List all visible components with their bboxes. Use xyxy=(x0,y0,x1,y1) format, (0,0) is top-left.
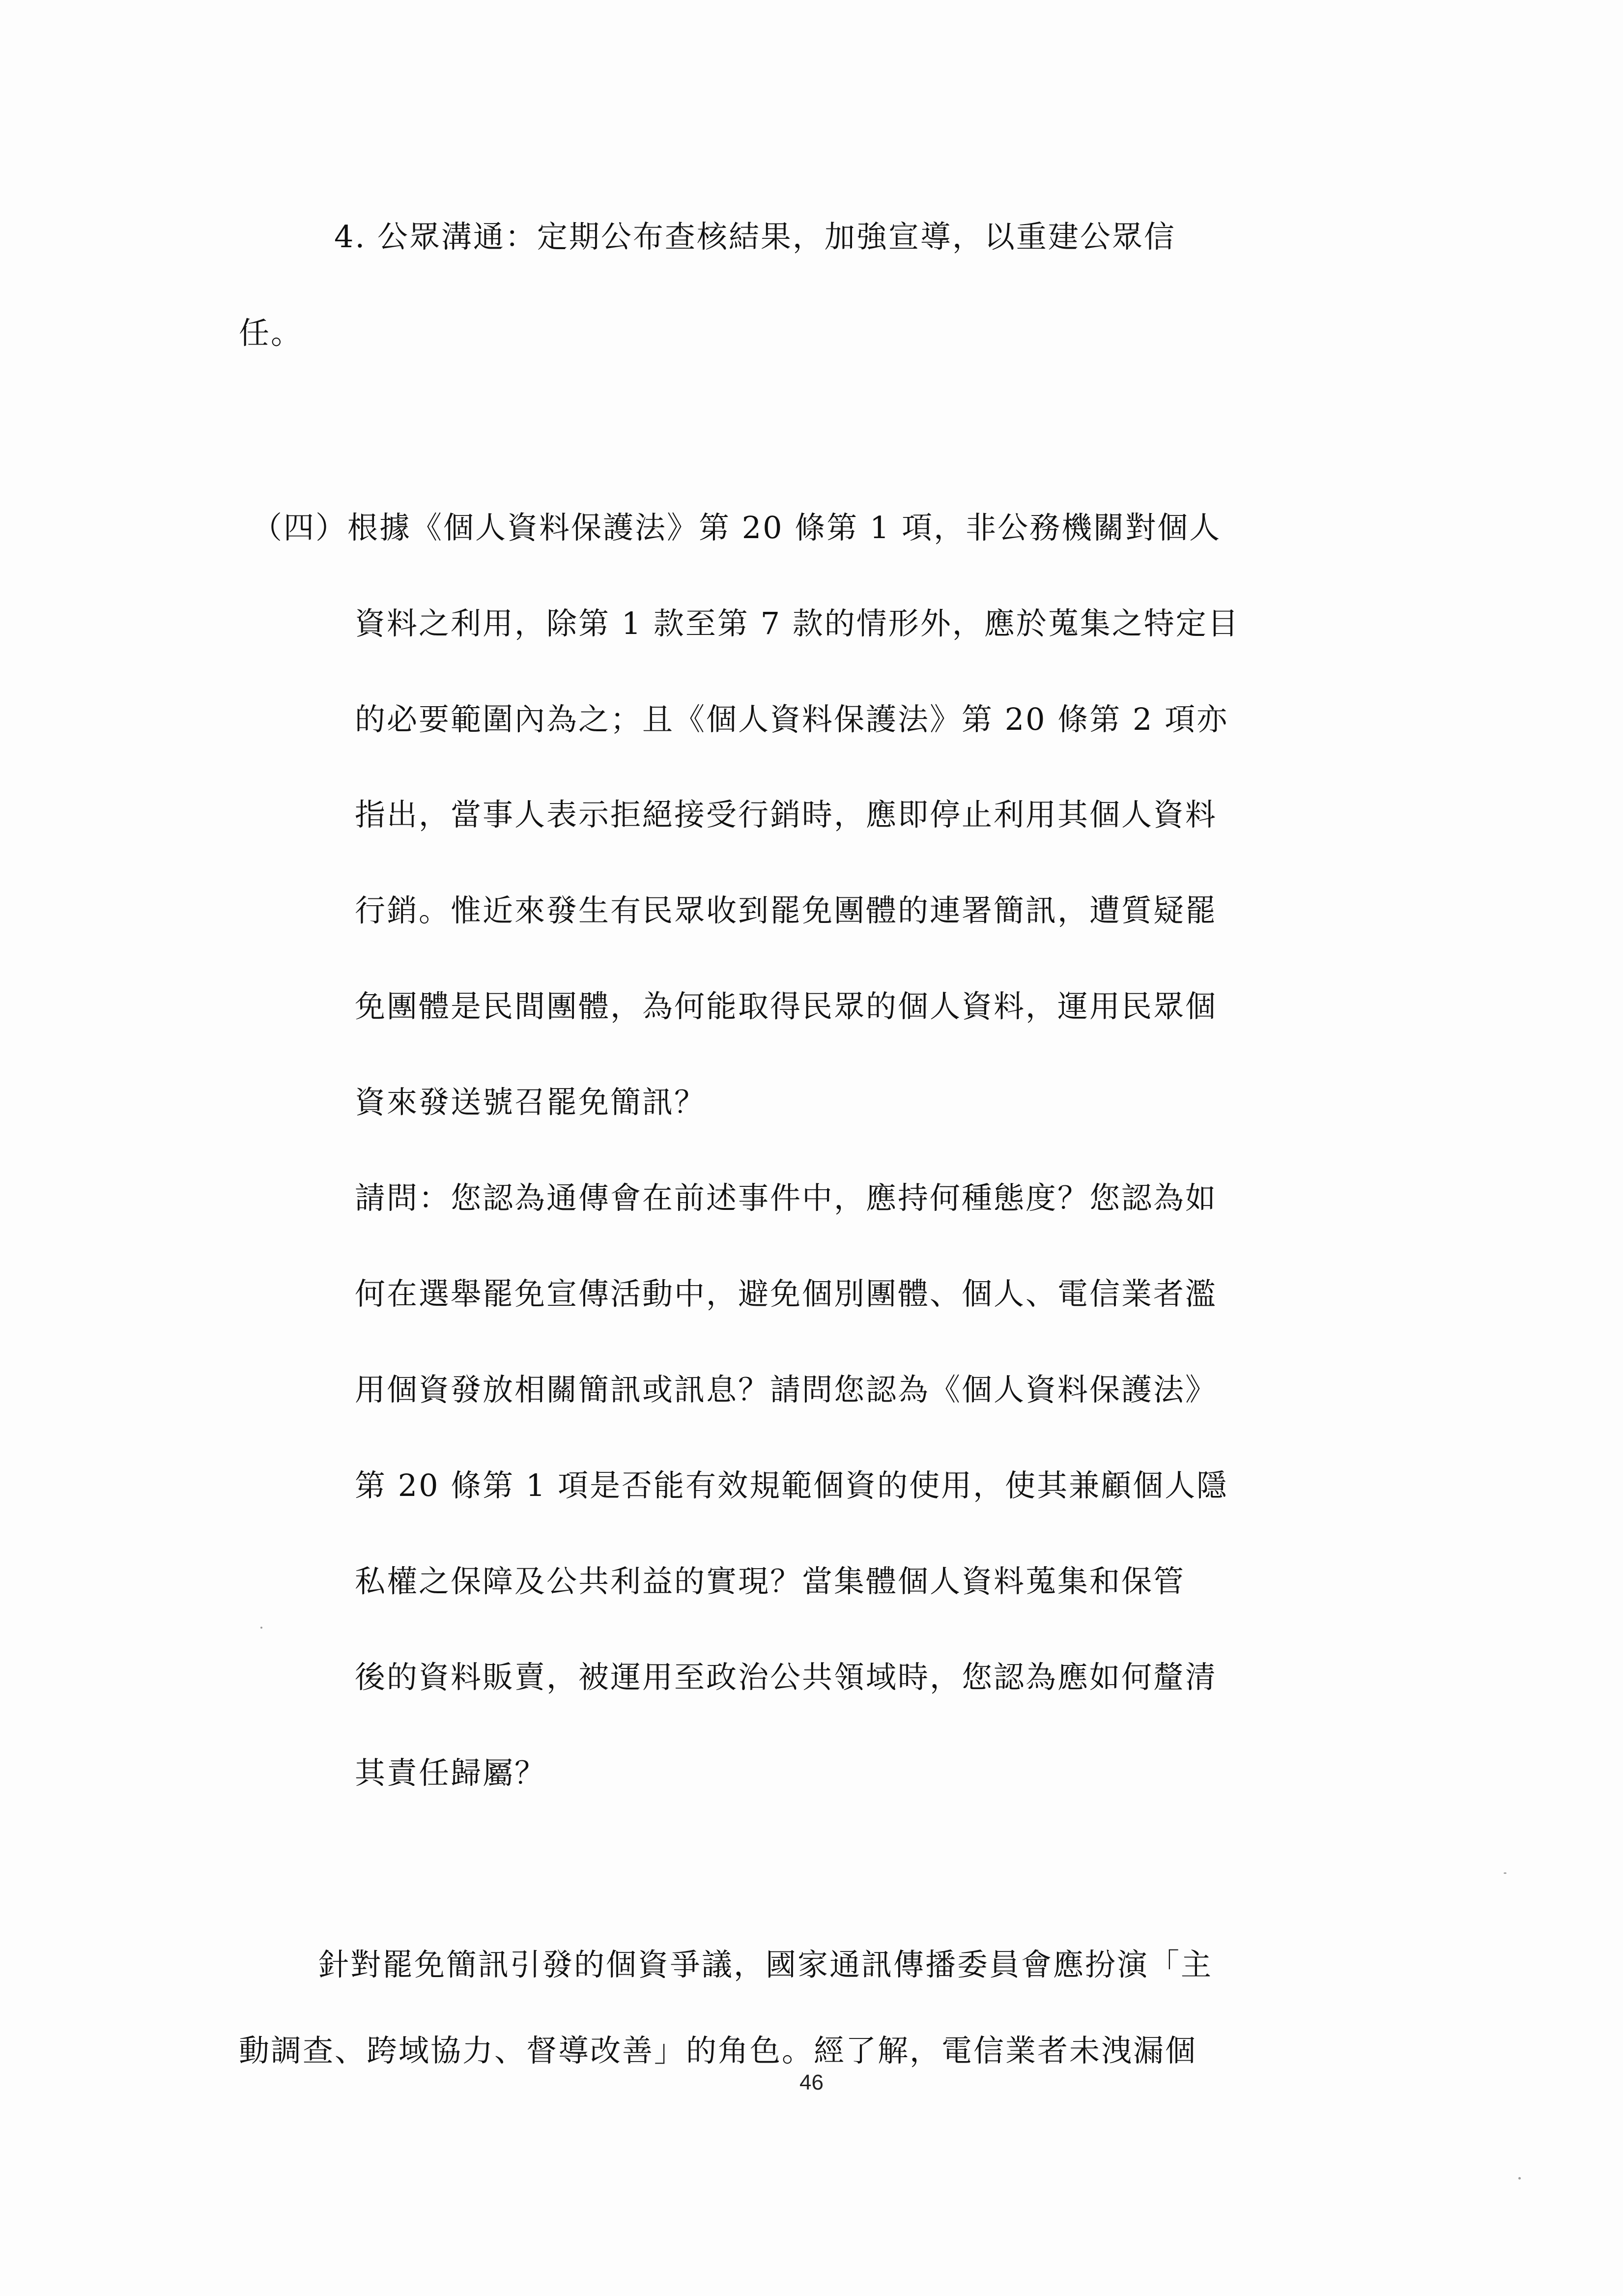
section4-line-1: （四）根據《個人資料保護法》第 20 條第 1 項，非公務機關對個人 xyxy=(252,510,1222,545)
section4-line-5: 行銷。惟近來發生有民眾收到罷免團體的連署簡訊，遭質疑罷 xyxy=(355,892,1218,928)
scan-speck xyxy=(1518,2177,1521,2180)
section4-question-line-1: 請問：您認為通傳會在前述事件中，應持何種態度？您認為如 xyxy=(355,1180,1218,1216)
section4-question-line-2: 何在選舉罷免宣傳活動中，避免個別團體、個人、電信業者濫 xyxy=(355,1276,1218,1312)
section4-question-line-5: 私權之保障及公共利益的實現？當集體個人資料蒐集和保管 xyxy=(355,1563,1186,1599)
item4-line-2: 任。 xyxy=(239,315,303,351)
answer-line-1: 針對罷免簡訊引發的個資爭議，國家通訊傳播委員會應扮演「主 xyxy=(318,1947,1213,1982)
section4-line-7: 資來發送號召罷免簡訊？ xyxy=(355,1084,707,1120)
section4-question-line-7: 其責任歸屬？ xyxy=(355,1755,547,1791)
section4-line-4: 指出，當事人表示拒絕接受行銷時，應即停止利用其個人資料 xyxy=(355,797,1218,832)
section4-line-6: 免團體是民間團體，為何能取得民眾的個人資料，運用民眾個 xyxy=(355,988,1218,1024)
section4-line-2: 資料之利用，除第 1 款至第 7 款的情形外，應於蒐集之特定目 xyxy=(355,605,1240,641)
section4-question-line-4: 第 20 條第 1 項是否能有效規範個資的使用，使其兼顧個人隱 xyxy=(355,1467,1229,1503)
section4-line-3: 的必要範圍內為之；且《個人資料保護法》第 20 條第 2 項亦 xyxy=(355,701,1229,737)
scan-speck xyxy=(260,1627,262,1629)
item4-line-1: 4. 公眾溝通：定期公布查核結果，加強宣導，以重建公眾信 xyxy=(334,219,1176,255)
section4-question-line-3: 用個資發放相關簡訊或訊息？請問您認為《個人資料保護法》 xyxy=(355,1372,1218,1407)
scan-speck xyxy=(1504,1872,1507,1874)
page-number: 46 xyxy=(799,2070,824,2095)
section4-question-line-6: 後的資料販賣，被運用至政治公共領域時，您認為應如何釐清 xyxy=(355,1659,1218,1695)
answer-line-2: 動調查、跨域協力、督導改善」的角色。經了解，電信業者未洩漏個 xyxy=(239,2033,1197,2068)
